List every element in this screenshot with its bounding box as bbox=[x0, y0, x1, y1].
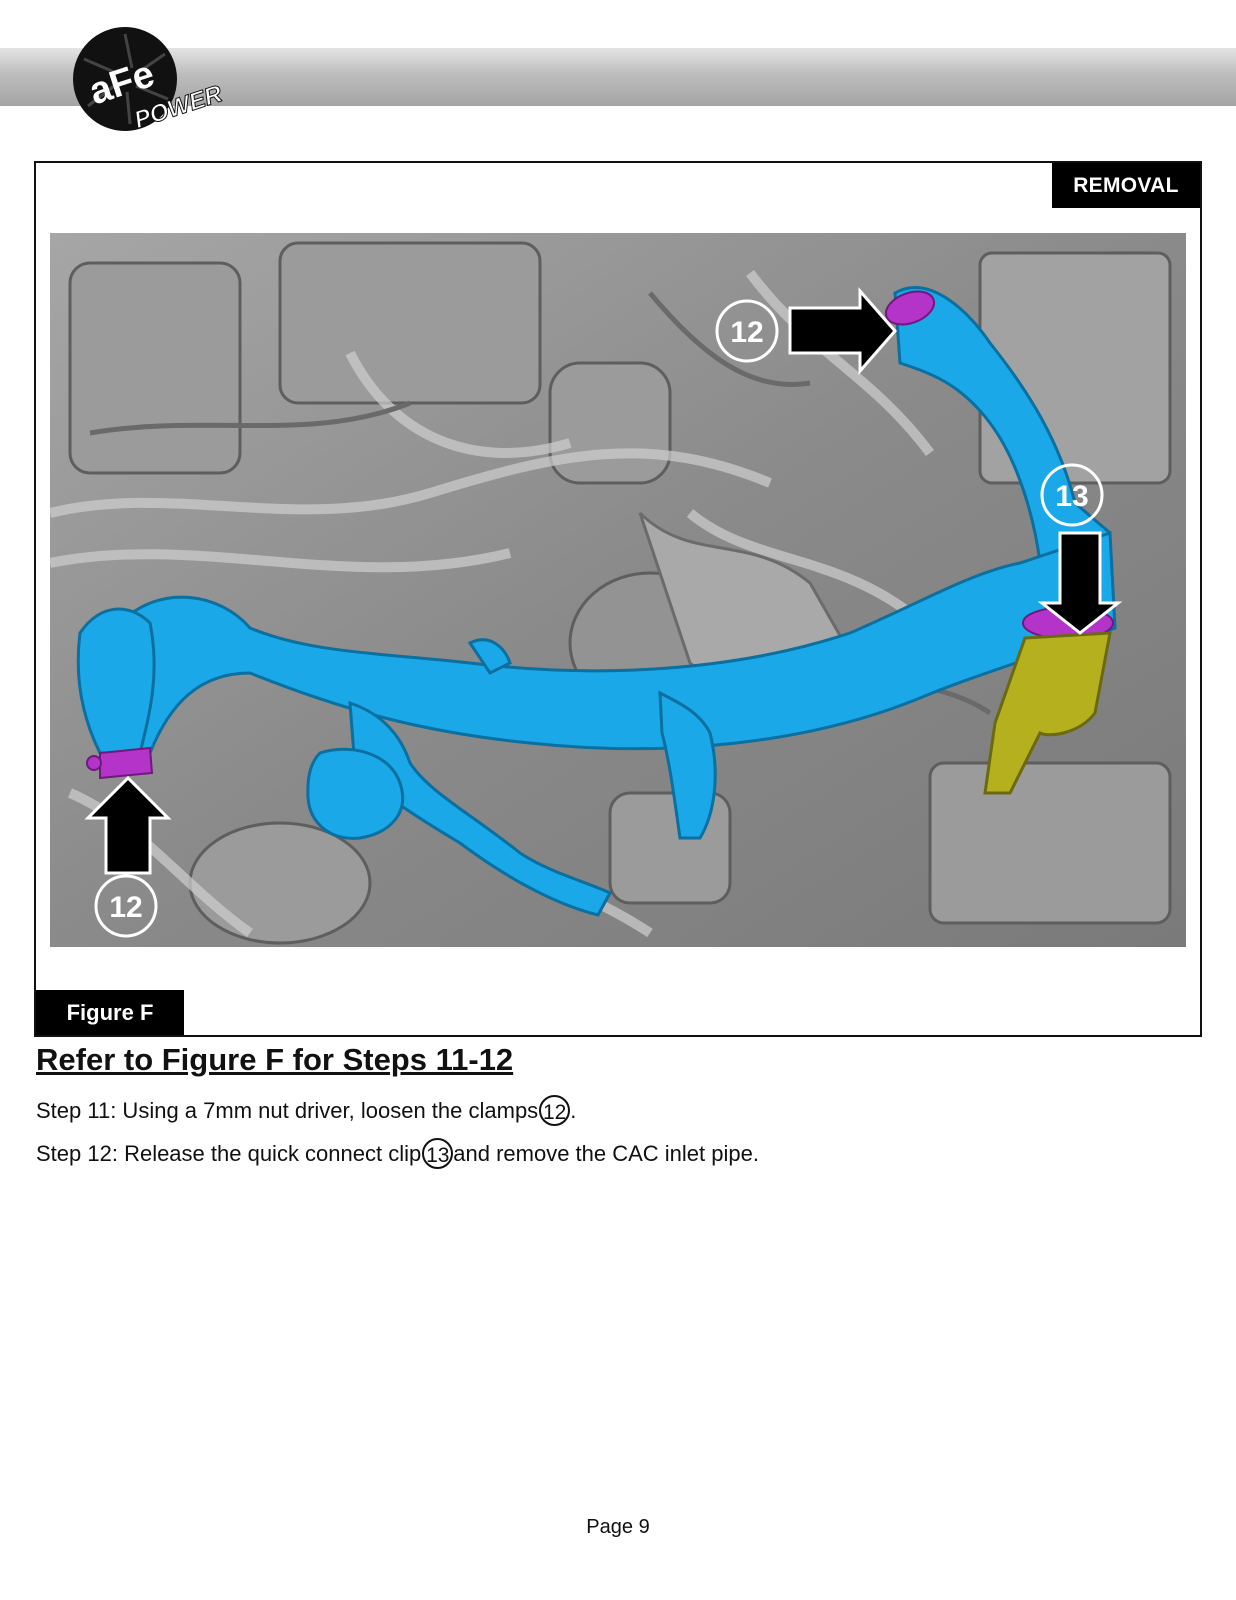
afe-power-logo bbox=[70, 24, 245, 134]
callout-inline-13: 13 bbox=[422, 1138, 453, 1169]
callout-13: 13 bbox=[1055, 480, 1089, 513]
callout-12-bottom: 12 bbox=[109, 891, 143, 924]
step-12 bbox=[36, 1139, 759, 1169]
step-12-suffix: and remove the CAC inlet pipe. bbox=[453, 1141, 759, 1166]
section-heading: Refer to Figure F for Steps 11-12 bbox=[36, 1042, 514, 1077]
callout-inline-12: 12 bbox=[539, 1095, 570, 1126]
figure-caption: Figure F bbox=[36, 990, 184, 1035]
callout-12-top: 12 bbox=[730, 316, 764, 349]
step-11-text: Step 11: Using a 7mm nut driver, loosen the clamps bbox=[36, 1098, 539, 1123]
step-12-text: Step 12: Release the quick connect clip bbox=[36, 1141, 422, 1166]
section-tag: REMOVAL bbox=[1052, 163, 1200, 208]
page-number: Page 9 bbox=[586, 1516, 650, 1538]
step-11-suffix: . bbox=[570, 1098, 577, 1123]
svg-text:aFe: aFe bbox=[84, 53, 160, 114]
svg-text:POWER: POWER bbox=[130, 80, 226, 134]
step-11 bbox=[36, 1096, 576, 1126]
figure-frame bbox=[34, 161, 1202, 1037]
engine-illustration bbox=[50, 233, 1186, 947]
